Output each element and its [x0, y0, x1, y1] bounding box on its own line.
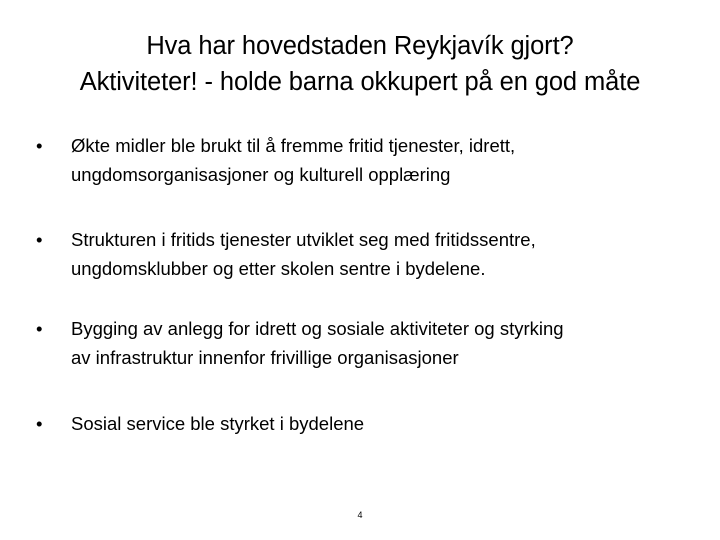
bullet-text-line: ungdomsklubber og etter skolen sentre i bydelene. — [71, 258, 486, 279]
bullet-text-line: Bygging av anlegg for idrett og sosiale aktiviteter og styrking — [71, 318, 564, 339]
slide-title-line-1: Hva har hovedstaden Reykjavík gjort? — [146, 32, 574, 60]
page-number: 4 — [357, 510, 363, 520]
bullet-text — [71, 225, 686, 283]
bullet-marker: • — [36, 413, 43, 434]
bullet-text-line: av infrastruktur innenfor frivillige organisasjoner — [71, 347, 459, 368]
bullet-text-line: ungdomsorganisasjoner og kulturell opplæring — [71, 164, 451, 185]
bullet-text — [71, 314, 686, 372]
bullet-text-line: Sosial service ble styrket i bydelene — [71, 413, 365, 434]
bullet-text — [71, 409, 686, 438]
bullet-text — [71, 131, 686, 189]
bullet-text-line: Økte midler ble brukt til å fremme fritid tjenester, idrett, — [71, 135, 516, 156]
bullet-marker: • — [36, 135, 43, 156]
bullet-text-line: Strukturen i fritids tjenester utviklet seg med fritidssentre, — [71, 229, 536, 250]
bullet-marker: • — [36, 229, 43, 250]
bullet-marker: • — [36, 318, 43, 339]
slide-title-line-2: Aktiviteter! - holde barna okkupert på en god måte — [79, 68, 641, 96]
